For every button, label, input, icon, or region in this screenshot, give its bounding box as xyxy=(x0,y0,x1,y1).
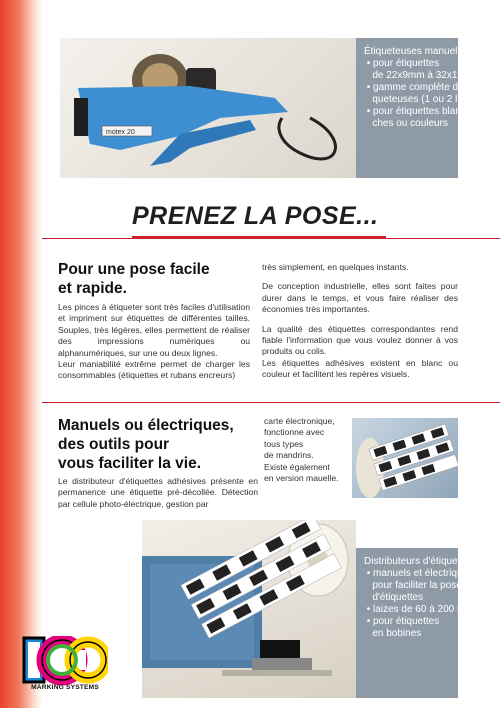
caption-line: en bobines xyxy=(364,628,422,639)
section1-title xyxy=(58,260,258,298)
section2-title-line: des outils pour xyxy=(58,436,170,453)
caption-line: • pour étiquettes xyxy=(364,58,440,69)
section1-title-line: et rapide. xyxy=(58,280,127,297)
hand-labeler-caption xyxy=(356,38,485,178)
caption-line: • laizes de 60 à 200 mm xyxy=(364,604,474,615)
paragraph: Le distributeur d'étiquettes adhésives présente en permanence une étiquette pré-décollée. Détection par cellule photo-électrique, gestion par xyxy=(58,476,258,509)
section1-title-line: Pour une pose facile xyxy=(58,261,210,278)
caption-line: • gamme complète d'éti- xyxy=(364,82,474,93)
section1-left-column xyxy=(58,302,250,390)
caption-line: Étiqueteuses manuelles xyxy=(364,46,471,57)
text-line: carte électronique, xyxy=(264,416,335,426)
paragraph: Les étiquettes adhésives existent en blanc ou couleur et facilitent les repères visuels. xyxy=(262,357,458,380)
caption-line: Distributeurs d'étiquettes xyxy=(364,556,474,567)
section2-left-text xyxy=(58,476,258,518)
caption-line: de 22x9mm à 32x19mm xyxy=(364,70,480,81)
text-line: de mandrins. xyxy=(264,450,314,461)
caption-line: queteuses (1 ou 2 lignes) xyxy=(364,94,485,105)
electric-dispenser-photo xyxy=(142,520,356,698)
paragraph: Leur maniabilité extrême permet de charger les consommables (étiquettes et rubans encreurs) xyxy=(58,359,250,381)
paragraph: Les pinces à étiqueter sont très faciles d'utilisation et impriment sur étiquettes de différentes tailles. Souples, très légères, elles permettent de réaliser des impressions numériques ou alphanumériques, sur une ou deux lignes. xyxy=(58,302,250,358)
caption-line: • pour étiquettes blan- xyxy=(364,106,465,117)
paragraph: De conception industrielle, elles sont faites pour durer dans le temps, et vous faire réaliser des économies très importantes. xyxy=(262,281,458,315)
caption-line: • manuels et électriques xyxy=(364,568,474,579)
paragraph: très simplement, en quelques instants. xyxy=(262,262,409,272)
caption-line: d'étiquettes xyxy=(364,592,424,603)
logo-tagline: MARKING SYSTEMS xyxy=(31,684,99,691)
section-divider xyxy=(42,402,500,403)
paragraph: La qualité des étiquettes correspondantes rend fiable l'information que vous voulez donner à vos produits ou colis. xyxy=(262,323,458,357)
ico-logo xyxy=(22,636,108,702)
section2-title-line: Manuels ou électriques, xyxy=(58,417,234,434)
text-line: en version mauelle. xyxy=(264,473,339,484)
section2-right-text xyxy=(264,416,348,484)
dispenser-caption xyxy=(356,548,474,698)
section2-title-line: vous faciliter la vie. xyxy=(58,455,202,472)
caption-line: pour faciliter la pose xyxy=(364,580,462,591)
text-line: tous types xyxy=(264,438,304,449)
text-line: Existe également xyxy=(264,461,330,472)
label-dispenser-photo xyxy=(352,418,458,498)
hand-labeler-photo xyxy=(60,38,356,178)
left-gradient-band xyxy=(0,0,42,708)
section1-right-column xyxy=(262,262,458,389)
caption-line: • pour étiquettes xyxy=(364,616,440,627)
headline-underline xyxy=(132,236,386,239)
text-line: fonctionne avec xyxy=(264,427,325,438)
page-headline: PRENEZ LA POSE... xyxy=(132,202,379,230)
section2-title xyxy=(58,416,258,473)
caption-line: ches ou couleurs xyxy=(364,118,448,129)
labeler-brand-text: motex 20 xyxy=(106,129,135,136)
